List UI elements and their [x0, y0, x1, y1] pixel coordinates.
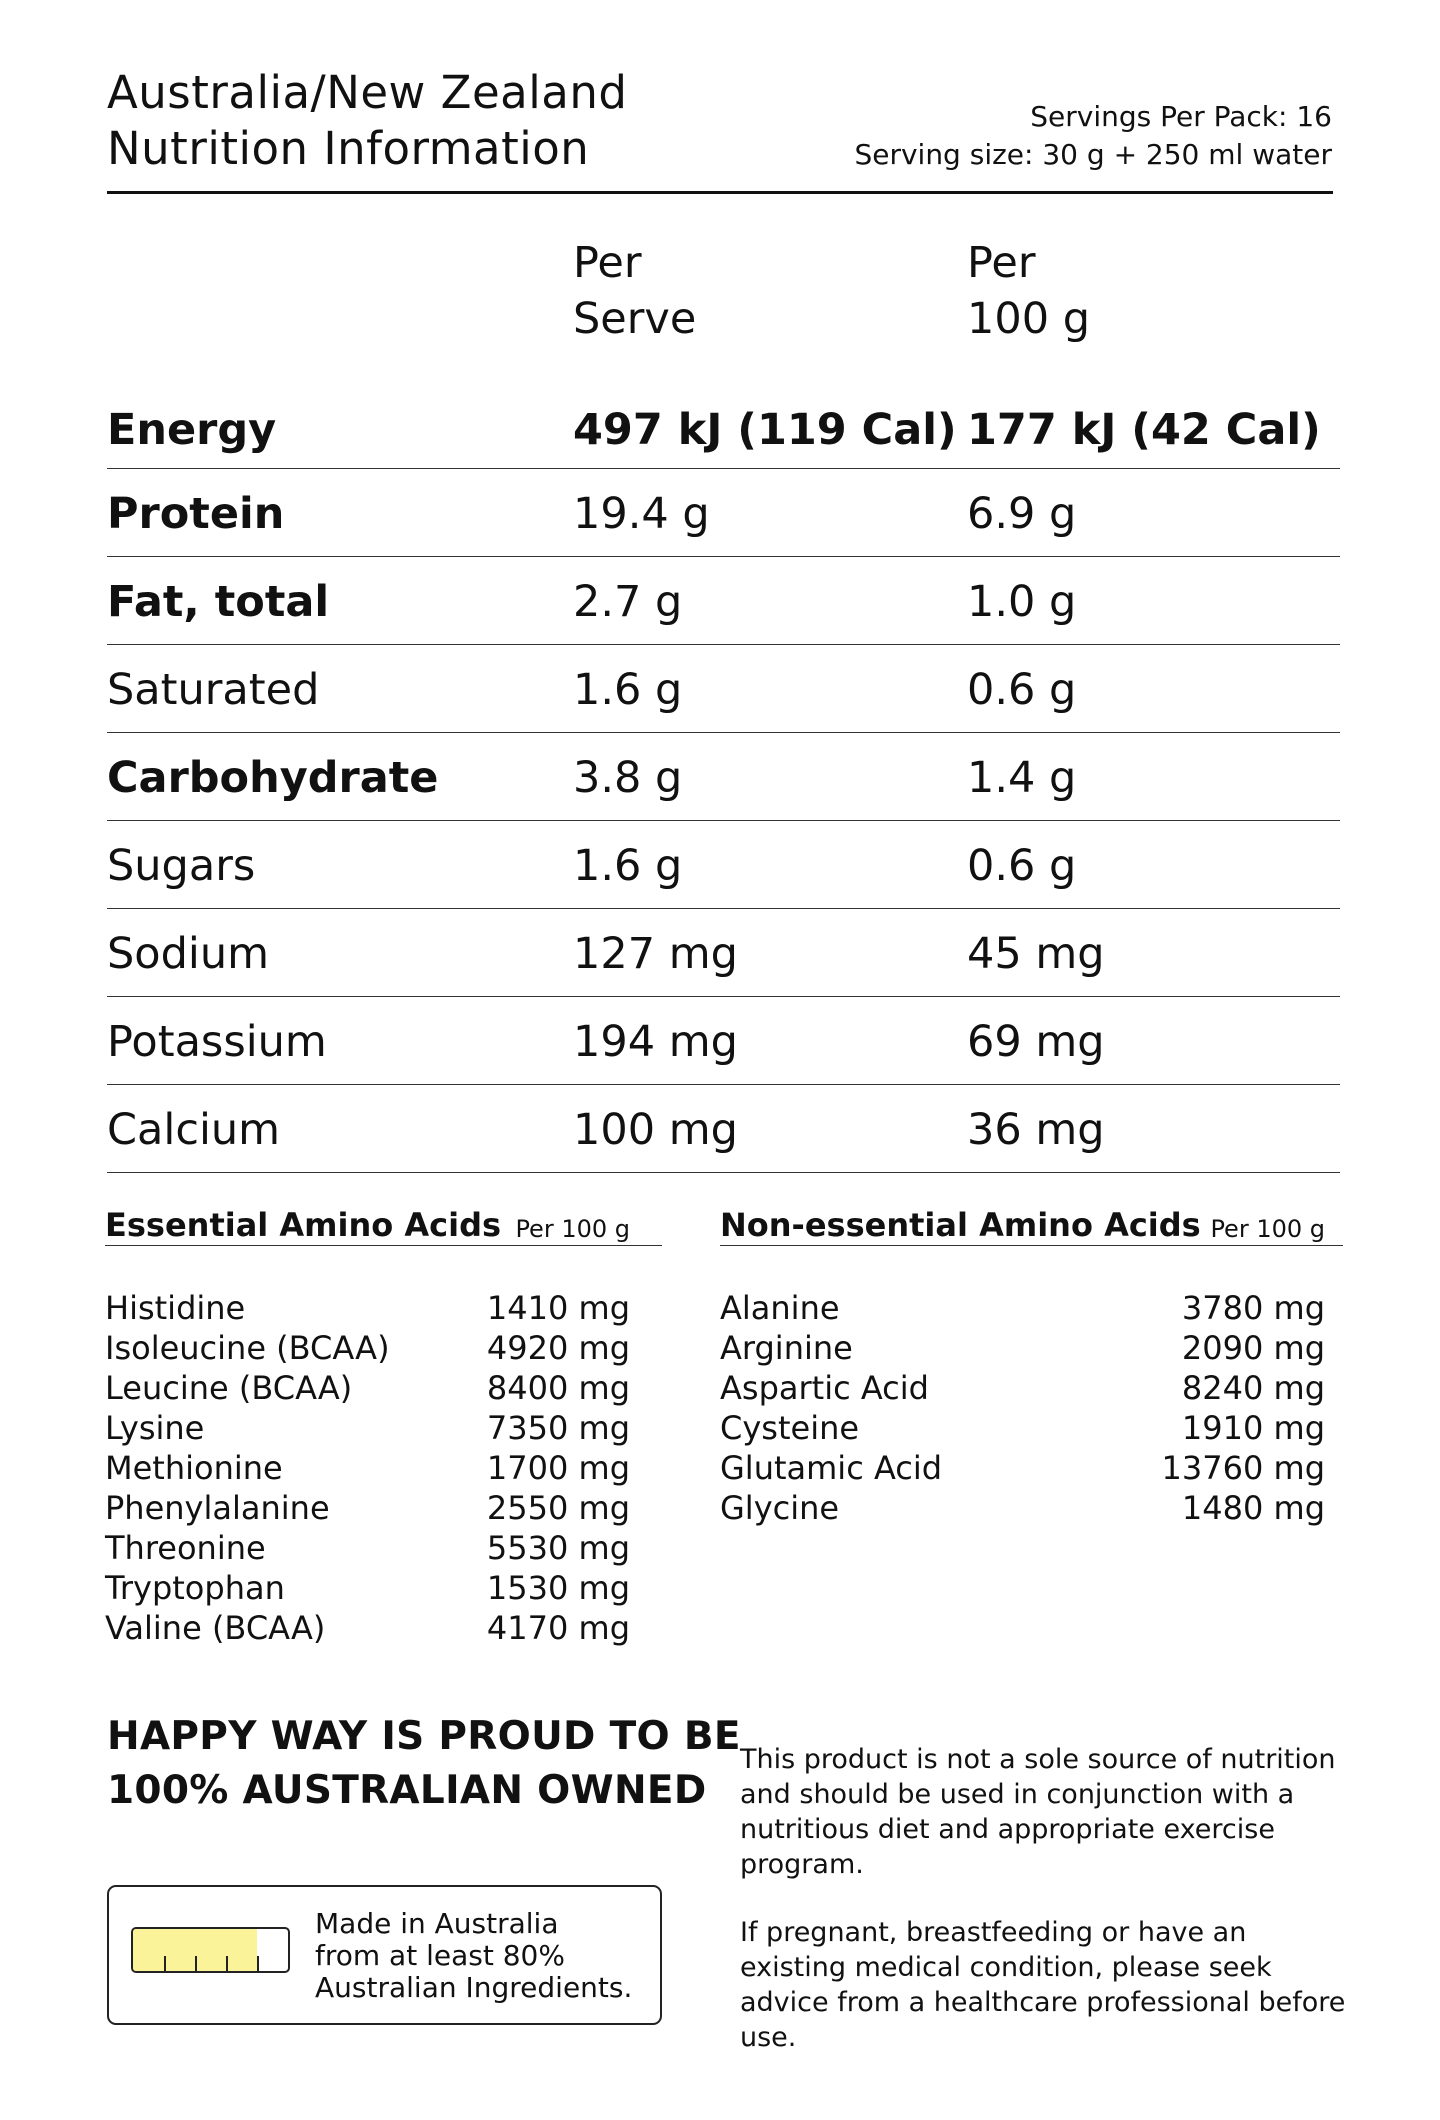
amino-name: Glycine: [720, 1489, 840, 1527]
amino-name: Phenylalanine: [105, 1489, 330, 1527]
list-item: [105, 1488, 662, 1528]
disclaimer-paragraph-1: This product is not a sole source of nutrition and should be used in conjunction with a nutritious diet and appropriate exercise program.: [740, 1744, 1336, 1880]
column-heading-per-100g: [967, 235, 1090, 347]
amino-name: Valine (BCAA): [105, 1609, 326, 1647]
amino-name: Tryptophan: [105, 1569, 285, 1607]
serving-info: [854, 98, 1332, 174]
list-item: [720, 1368, 1343, 1408]
disclaimer-paragraph-2: If pregnant, breastfeeding or have an existing medical condition, please seek advice from a healthcare professional before use.: [740, 1917, 1346, 2053]
per-100g-label: Per 100 g: [1210, 1215, 1325, 1243]
amino-list: [105, 1288, 662, 1648]
amino-list: [720, 1288, 1343, 1528]
per-100g-value: 177 kJ (42 Cal): [967, 405, 1321, 455]
per-serve-value: 1.6 g: [573, 665, 683, 715]
amino-amount: 1480 mg: [1181, 1489, 1325, 1527]
amino-amount: 2090 mg: [1181, 1329, 1325, 1367]
bar-tick: [257, 1956, 259, 1971]
amino-amount: 8240 mg: [1181, 1369, 1325, 1407]
per-100g-label: Per 100 g: [515, 1215, 630, 1243]
per-100g-value: 0.6 g: [967, 841, 1077, 891]
nutrient-label: Fat, total: [107, 577, 330, 627]
amino-name: Threonine: [105, 1529, 266, 1567]
nutrient-label: Sugars: [107, 841, 256, 891]
amino-amount: 1910 mg: [1181, 1409, 1325, 1447]
amino-amount: 1530 mg: [486, 1569, 630, 1607]
bar-tick: [195, 1956, 197, 1971]
per-serve-value: 100 mg: [573, 1105, 738, 1155]
per-serve-value: 1.6 g: [573, 841, 683, 891]
amino-name: Arginine: [720, 1329, 853, 1367]
column-heading-line: 100 g: [967, 294, 1091, 344]
per-serve-value: 3.8 g: [573, 753, 683, 803]
made-line-2: from at least 80%: [315, 1939, 565, 1972]
list-item: [105, 1528, 662, 1568]
amino-amount: 3780 mg: [1181, 1289, 1325, 1327]
nutrient-label: Protein: [107, 489, 285, 539]
list-item: [720, 1328, 1343, 1368]
essential-amino-header: [105, 1205, 662, 1246]
per-serve-value: 127 mg: [573, 929, 738, 979]
per-100g-value: 1.4 g: [967, 753, 1077, 803]
amino-amount: 5530 mg: [486, 1529, 630, 1567]
amino-amount: 4920 mg: [486, 1329, 630, 1367]
amino-name: Methionine: [105, 1449, 283, 1487]
per-serve-value: 2.7 g: [573, 577, 683, 627]
statement-line-1: HAPPY WAY IS PROUD TO BE: [107, 1714, 741, 1759]
nutrient-label: Sodium: [107, 929, 269, 979]
nutrient-label: Energy: [107, 405, 277, 455]
made-line-1: Made in Australia: [315, 1907, 559, 1940]
per-serve-value: 497 kJ (119 Cal): [573, 405, 957, 455]
amino-name: Leucine (BCAA): [105, 1369, 353, 1407]
table-row: [107, 908, 1340, 997]
nonessential-amino-acids: [720, 1205, 1343, 1528]
header-divider: [107, 191, 1333, 194]
list-item: [105, 1608, 662, 1648]
amino-amount: 2550 mg: [486, 1489, 630, 1527]
disclaimer: [740, 1742, 1350, 2088]
amino-amount: 1700 mg: [486, 1449, 630, 1487]
table-row: [107, 644, 1340, 733]
list-item: [105, 1288, 662, 1328]
title-line-1: Australia/New Zealand: [107, 66, 628, 119]
servings-per-pack: Servings Per Pack: 16: [1030, 100, 1332, 133]
amino-name: Histidine: [105, 1289, 246, 1327]
amino-name: Glutamic Acid: [720, 1449, 943, 1487]
table-row: [107, 996, 1340, 1085]
amino-amount: 8400 mg: [486, 1369, 630, 1407]
section-heading: Essential Amino Acids: [105, 1206, 502, 1244]
amino-name: Aspartic Acid: [720, 1369, 929, 1407]
amino-amount: 4170 mg: [486, 1609, 630, 1647]
amino-name: Lysine: [105, 1409, 205, 1447]
list-item: [105, 1368, 662, 1408]
column-heading-per-serve: [573, 235, 696, 347]
amino-name: Cysteine: [720, 1409, 860, 1447]
nutrient-label: Carbohydrate: [107, 753, 439, 803]
table-row: [107, 556, 1340, 645]
table-row: [107, 820, 1340, 909]
per-100g-value: 45 mg: [967, 929, 1105, 979]
title-line-2: Nutrition Information: [107, 122, 590, 175]
per-100g-value: 69 mg: [967, 1017, 1105, 1067]
list-item: [720, 1488, 1343, 1528]
per-serve-value: 194 mg: [573, 1017, 738, 1067]
made-in-australia-text: [315, 1908, 632, 2004]
section-heading: Non-essential Amino Acids: [720, 1206, 1201, 1244]
nutrient-label: Saturated: [107, 665, 320, 715]
per-serve-value: 19.4 g: [573, 489, 710, 539]
per-100g-value: 36 mg: [967, 1105, 1105, 1155]
column-heading-line: Serve: [573, 294, 697, 344]
page-title: [107, 65, 627, 177]
made-line-3: Australian Ingredients.: [315, 1971, 633, 2004]
made-in-australia-box: [107, 1885, 662, 2025]
per-100g-value: 6.9 g: [967, 489, 1077, 539]
list-item: [105, 1328, 662, 1368]
amino-amount: 7350 mg: [486, 1409, 630, 1447]
table-row: [107, 732, 1340, 821]
australian-ingredients-bar-icon: [131, 1927, 290, 1973]
nonessential-amino-header: [720, 1205, 1343, 1246]
list-item: [720, 1288, 1343, 1328]
nutrient-label: Potassium: [107, 1017, 327, 1067]
australian-owned-statement: [107, 1710, 741, 1818]
column-heading-line: Per: [967, 238, 1036, 288]
list-item: [720, 1448, 1343, 1488]
list-item: [105, 1568, 662, 1608]
table-row: [107, 380, 1340, 469]
list-item: [105, 1448, 662, 1488]
column-heading-line: Per: [573, 238, 642, 288]
list-item: [105, 1408, 662, 1448]
list-item: [720, 1408, 1343, 1448]
amino-name: Isoleucine (BCAA): [105, 1329, 390, 1367]
essential-amino-acids: [105, 1205, 662, 1648]
amino-name: Alanine: [720, 1289, 840, 1327]
per-100g-value: 0.6 g: [967, 665, 1077, 715]
amino-amount: 1410 mg: [486, 1289, 630, 1327]
table-row: [107, 468, 1340, 557]
table-row: [107, 1084, 1340, 1173]
serving-size: Serving size: 30 g + 250 ml water: [854, 138, 1332, 171]
bar-tick: [226, 1956, 228, 1971]
amino-amount: 13760 mg: [1161, 1449, 1325, 1487]
per-100g-value: 1.0 g: [967, 577, 1077, 627]
nutrient-label: Calcium: [107, 1105, 281, 1155]
statement-line-2: 100% AUSTRALIAN OWNED: [107, 1768, 707, 1813]
bar-tick: [164, 1956, 166, 1971]
